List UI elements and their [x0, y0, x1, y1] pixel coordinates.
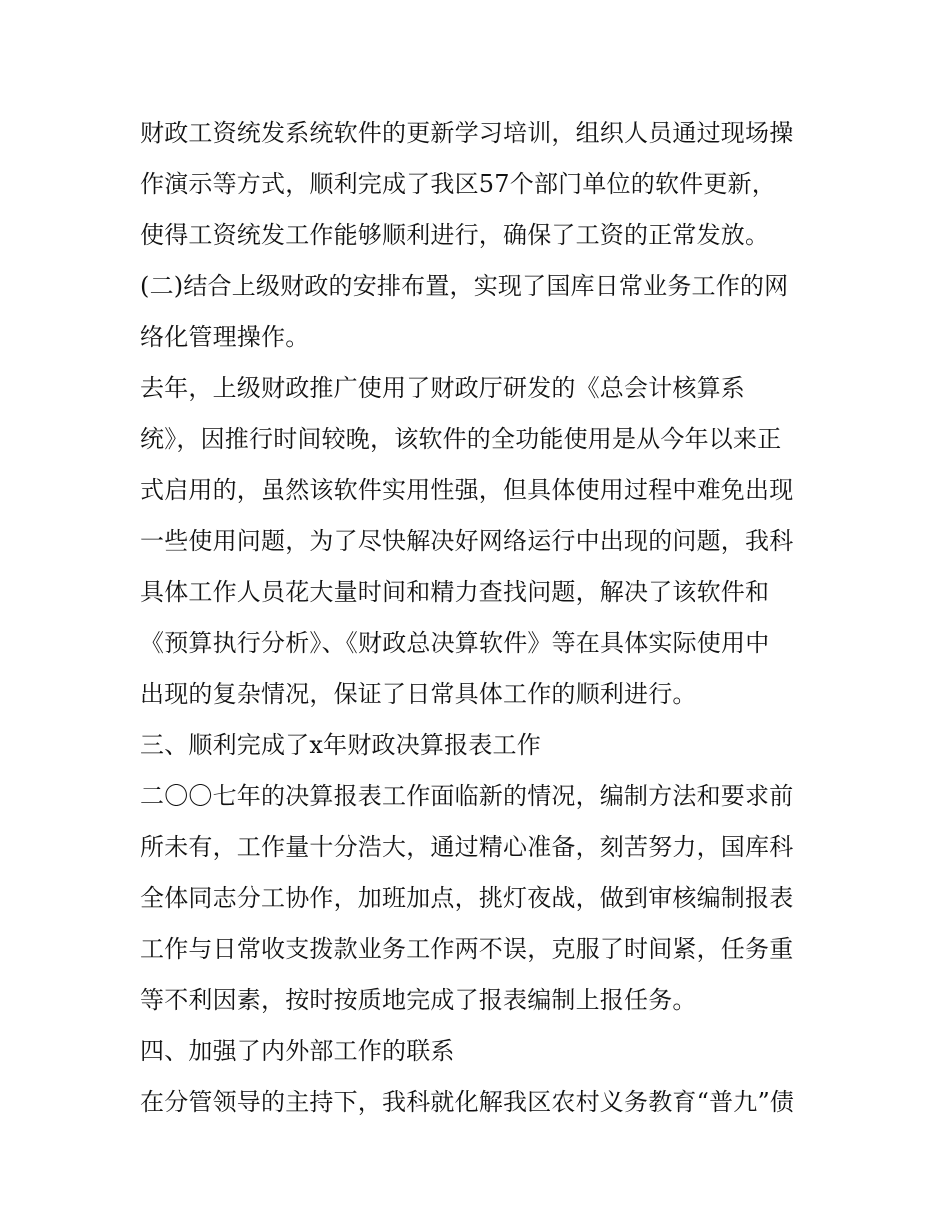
text-line: 具体工作人员花大量时间和精力查找问题，解决了该软件和	[140, 578, 770, 606]
text-line: 去年，上级财政推广使用了财政厅研发的《总会计核算系	[140, 374, 745, 402]
text-line: 财政工资统发系统软件的更新学习培训，组织人员通过现场操	[140, 119, 794, 147]
section-heading: 四、加强了内外部工作的联系	[140, 1037, 455, 1065]
text-line: 统》，因推行时间较晚，该软件的全功能使用是从今年以来正	[140, 425, 782, 453]
text-line: 使得工资统发工作能够顺利进行，确保了工资的正常发放。	[140, 221, 770, 249]
text-line: 出现的复杂情况，保证了日常具体工作的顺利进行。	[140, 680, 697, 708]
text-line: 《预算执行分析》、《财政总决算软件》等在具体实际使用中	[140, 629, 770, 657]
section-heading: 三、顺利完成了x年财政决算报表工作	[140, 731, 541, 759]
text-line: 在分管领导的主持下，我科就化解我区农村义务教育“普九”债	[140, 1088, 795, 1116]
text-line: 所未有，工作量十分浩大，通过精心准备，刻苦努力，国库科	[140, 833, 794, 861]
text-line: 工作与日常收支拨款业务工作两不误，克服了时间紧，任务重	[140, 935, 794, 963]
text-line: 一些使用问题，为了尽快解决好网络运行中出现的问题，我科	[140, 527, 794, 555]
text-line: 作演示等方式，顺利完成了我区57个部门单位的软件更新，	[140, 170, 776, 198]
text-line: 式启用的，虽然该软件实用性强，但具体使用过程中难免出现	[140, 476, 794, 504]
text-line: 全体同志分工协作，加班加点，挑灯夜战，做到审核编制报表	[140, 884, 794, 912]
text-line: 等不利因素，按时按质地完成了报表编制上报任务。	[140, 986, 697, 1014]
document-body	[140, 108, 820, 1128]
section-heading: 络化管理操作。	[140, 323, 310, 351]
section-heading: (二)结合上级财政的安排布置，实现了国库日常业务工作的网	[140, 272, 789, 300]
text-line: 二〇〇七年的决算报表工作面临新的情况，编制方法和要求前	[140, 782, 794, 810]
